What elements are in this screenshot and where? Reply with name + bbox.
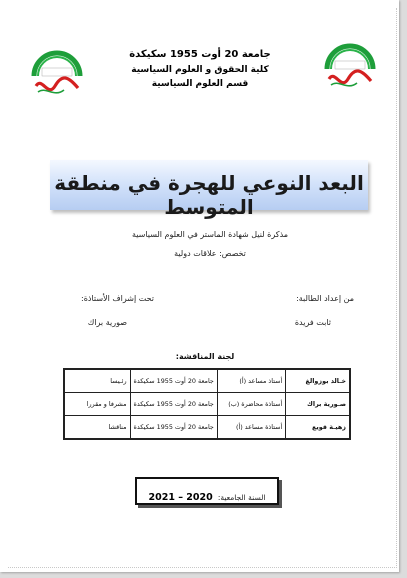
member-rank: أستاذ مساعد (أ): [217, 369, 285, 393]
member-rank: أستاذة مساعد (أ): [217, 416, 285, 440]
specialty-line: تخصص: علاقات دولية: [174, 249, 246, 258]
academic-year-box: [135, 477, 279, 505]
member-role: مناقشا: [64, 416, 130, 440]
university-name: جامعة 20 أوت 1955 سكيكدة: [129, 49, 271, 60]
member-university: جامعة 20 أوت 1955 سكيكدة: [130, 369, 217, 393]
member-role: مشرفا و مقررا: [64, 393, 130, 416]
supervisor-name: صورية براك: [87, 318, 127, 327]
prepared-by-label: من إعداد الطالبة:: [296, 294, 354, 303]
title-banner: [50, 160, 368, 219]
academic-year-value: 2021 – 2020: [148, 492, 213, 503]
university-logo-icon: [321, 39, 379, 97]
member-name: زهيـة قويع: [286, 416, 350, 440]
table-row: [64, 393, 350, 416]
faculty-name: كلية الحقوق و العلوم السياسية: [131, 65, 269, 75]
university-logo-icon: [28, 46, 86, 104]
member-name: صـورية براك: [286, 393, 350, 416]
department-name: قسم العلوم السياسية: [151, 79, 249, 89]
student-name: ثابت فريدة: [294, 318, 331, 327]
degree-line: مذكرة لنيل شهادة الماستر في العلوم السياسية: [131, 230, 289, 239]
committee-heading: لجنة المناقشة:: [175, 352, 235, 361]
table-row: [64, 369, 350, 393]
member-name: خـالد بوزوالغ: [286, 369, 350, 393]
member-university: جامعة 20 أوت 1955 سكيكدة: [130, 416, 217, 440]
supervised-by-label: تحت إشراف الأستاذة:: [81, 294, 154, 303]
thesis-title: البعد النوعي للهجرة في منطقة المتوسط: [54, 171, 364, 219]
committee-table: [63, 368, 351, 440]
member-rank: أستاذة محاضرة (ب): [217, 393, 285, 416]
member-role: رئـيسا: [64, 369, 130, 393]
member-university: جامعة 20 أوت 1955 سكيكدة: [130, 393, 217, 416]
table-row: [64, 416, 350, 440]
academic-year-label: السنة الجامعية:: [217, 493, 266, 502]
